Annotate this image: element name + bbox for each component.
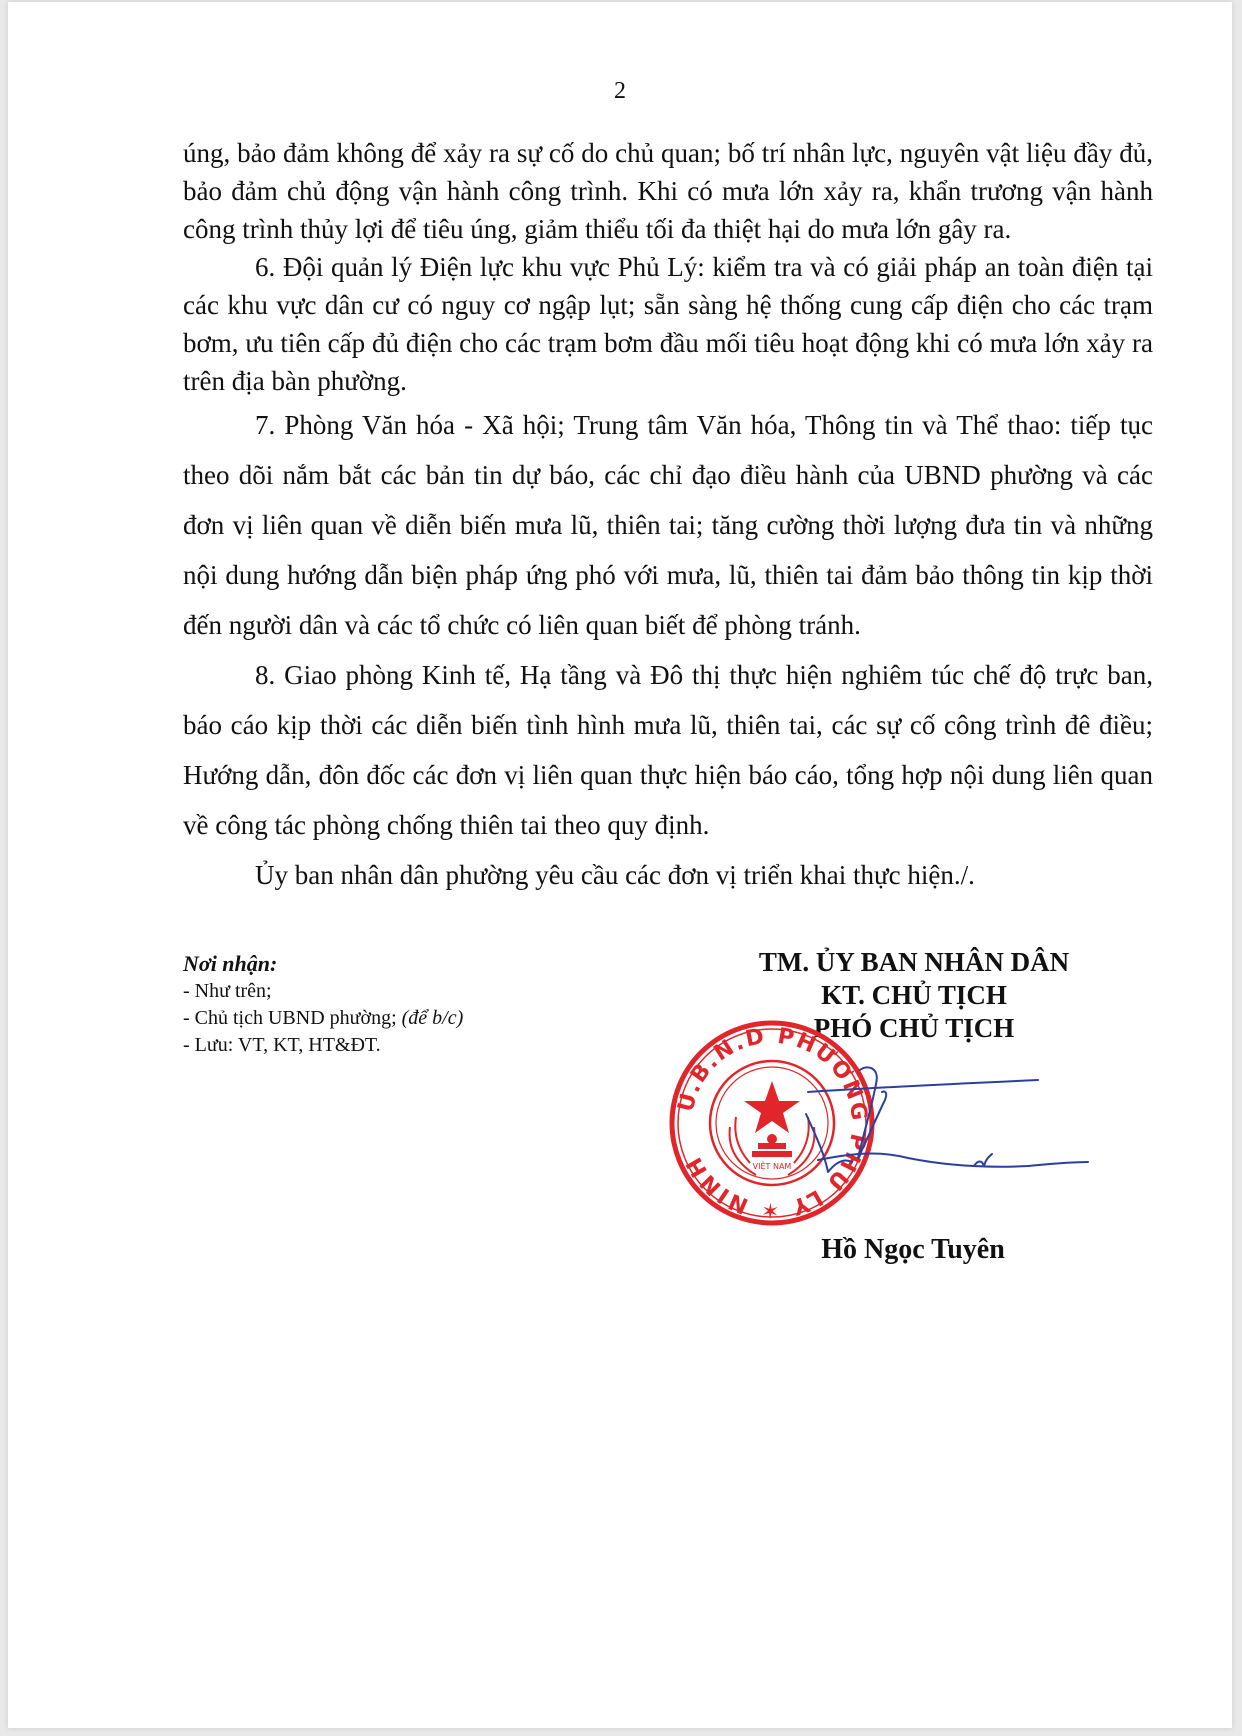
paragraph-continuation: úng, bảo đảm không để xảy ra sự cố do chủ quan; bố trí nhân lực, nguyên vật liệu đầy đủ, bảo đảm chủ động vận hành công trình. Khi có mưa lớn xảy ra, khẩn trương vận hành công trình thủy lợi để tiêu úng, giảm thiểu tối đa thiệt hại do mưa lớn gây ra. [183,138,1153,244]
paragraph-item-7: 7. Phòng Văn hóa - Xã hội; Trung tâm Văn hóa, Thông tin và Thể thao: tiếp tục theo dõi nắm bắt các bản tin dự báo, các chỉ đạo điều hành của UBND phường và các đơn vị liên quan về diễn biến mưa lũ, thiên tai; tăng cường thời lượng đưa tin và những nội dung hướng dẫn biện pháp ứng phó với mưa, lũ, thiên tai đảm bảo thông tin kịp thời đến người dân và các tổ chức có liên quan biết để phòng tránh. [183,410,1153,640]
document-body [183,134,1153,900]
recipients-title: Nơi nhận: [183,951,278,976]
svg-text:U.B.N.D PHƯỜNG PHỦ LÝ ✶ NINH: U.B.N.D PHƯỜNG PHỦ LÝ ✶ NINH [673,1023,872,1223]
handwritten-signature-icon [788,1062,1108,1202]
paragraph-item-6: 6. Đội quản lý Điện lực khu vực Phủ Lý: kiểm tra và có giải pháp an toàn điện tại các khu vực dân cư có nguy cơ ngập lụt; sẵn sàng hệ thống cung cấp điện cho các trạm bơm, ưu tiên cấp đủ điện cho các trạm bơm đầu mối tiêu hoạt động khi có mưa lớn xảy ra trên địa bàn phường. [183,252,1153,396]
page-number: 2 [614,78,626,104]
signature-line-1: TM. ỦY BAN NHÂN DÂN [758,947,1070,977]
recipient-item [183,1005,603,1032]
recipient-item-text: - Chủ tịch UBND phường; [183,1007,402,1029]
paragraph-closing: Ủy ban nhân dân phường yêu cầu các đơn vị triển khai thực hiện./. [255,860,975,890]
signature-line-3: PHÓ CHỦ TỊCH [813,1013,1015,1043]
svg-text:VIỆT NAM: VIỆT NAM [752,1162,792,1171]
recipients-block [183,950,603,1059]
recipient-item-note: (để b/c) [401,1007,464,1029]
recipient-item: - Như trên; [183,980,272,1002]
signature-line-2: KT. CHỦ TỊCH [821,980,1007,1010]
document-page [8,2,1232,1728]
paragraph-item-8: 8. Giao phòng Kinh tế, Hạ tầng và Đô thị thực hiện nghiêm túc chế độ trực ban, báo cáo kịp thời các diễn biến tình hình mưa lũ, thiên tai, các sự cố công trình đê điều; Hướng dẫn, đôn đốc các đơn vị liên quan thực hiện báo cáo, tổng hợp nội dung liên quan về công tác phòng chống thiên tai theo quy định. [183,660,1153,840]
recipient-item: - Lưu: VT, KT, HT&ĐT. [183,1034,381,1056]
signer-name: Hồ Ngọc Tuyên [821,1234,1005,1265]
